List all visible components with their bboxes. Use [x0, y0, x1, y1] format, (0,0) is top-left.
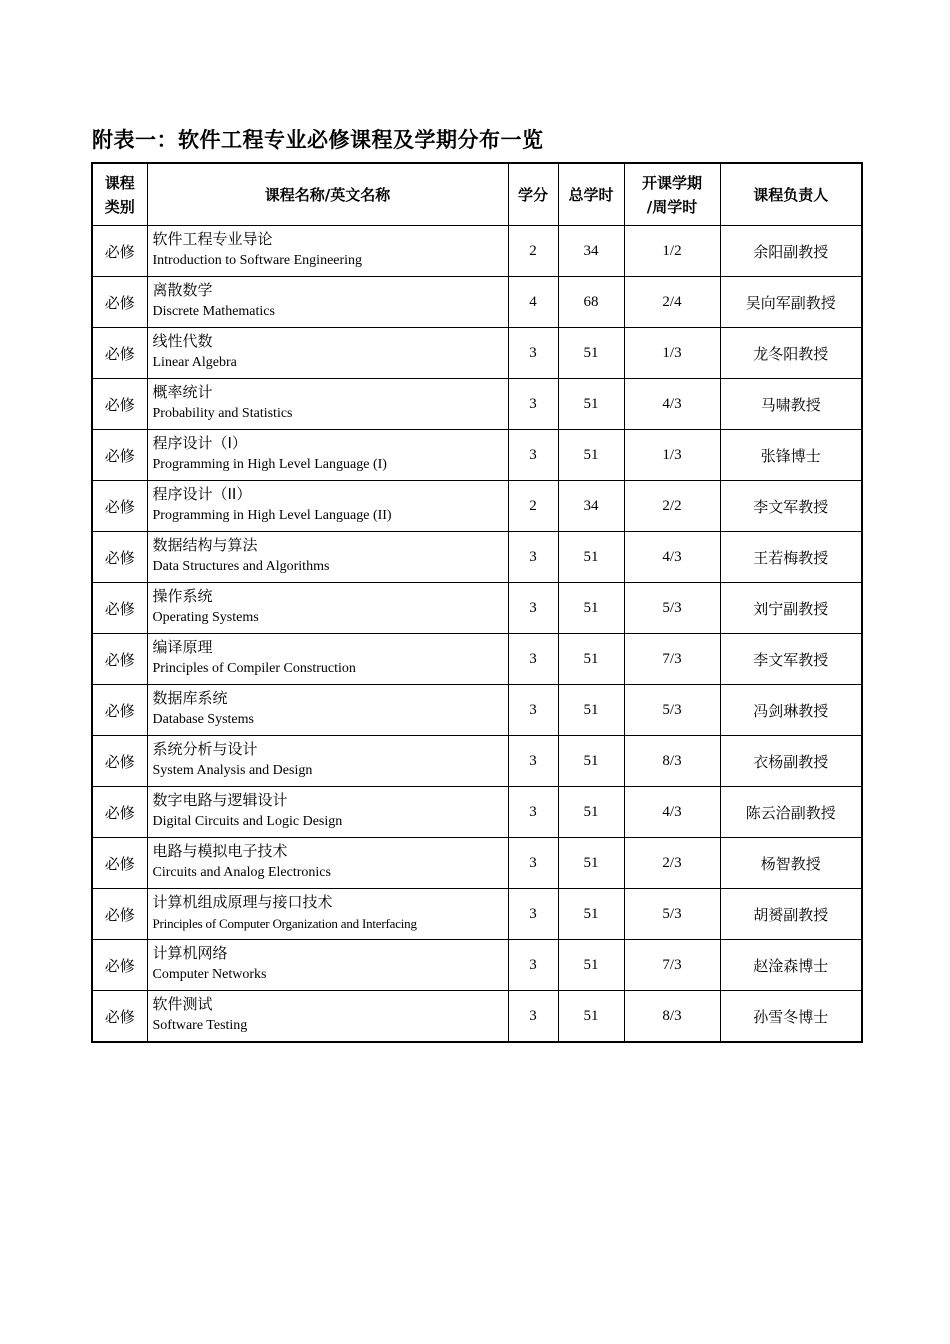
course-teacher: 刘宁副教授	[720, 583, 862, 634]
header-hours: 总学时	[558, 163, 624, 226]
course-hours: 51	[558, 991, 624, 1043]
course-semester: 8/3	[624, 991, 720, 1043]
course-credits: 3	[508, 838, 558, 889]
course-semester: 4/3	[624, 787, 720, 838]
course-name-cn: 数据库系统	[152, 689, 228, 707]
course-semester: 7/3	[624, 634, 720, 685]
course-category: 必修	[92, 634, 147, 685]
course-name-cn: 计算机组成原理与接口技术	[152, 893, 333, 911]
table-row	[92, 430, 862, 481]
course-name-en: Principles of Compiler Construction	[152, 661, 356, 676]
course-teacher: 李文军教授	[720, 634, 862, 685]
course-teacher: 衣杨副教授	[720, 736, 862, 787]
course-name-cn: 系统分析与设计	[152, 740, 258, 758]
header-category	[92, 163, 147, 226]
course-category: 必修	[92, 532, 147, 583]
course-name-en: Introduction to Software Engineering	[152, 253, 363, 268]
course-teacher: 龙冬阳教授	[720, 328, 862, 379]
course-hours: 51	[558, 328, 624, 379]
table-row	[92, 838, 862, 889]
page-title: 附表一：软件工程专业必修课程及学期分布一览	[92, 128, 544, 152]
course-credits: 2	[508, 226, 558, 277]
course-semester: 1/3	[624, 430, 720, 481]
table-row	[92, 226, 862, 277]
course-teacher: 杨智教授	[720, 838, 862, 889]
course-hours: 68	[558, 277, 624, 328]
course-name-en: Operating Systems	[152, 610, 259, 625]
course-semester: 5/3	[624, 889, 720, 940]
course-teacher: 张锋博士	[720, 430, 862, 481]
course-name-cn: 程序设计（II）	[152, 485, 252, 503]
course-teacher: 王若梅教授	[720, 532, 862, 583]
course-category: 必修	[92, 889, 147, 940]
course-category: 必修	[92, 379, 147, 430]
course-name-cell	[147, 940, 508, 991]
course-hours: 51	[558, 940, 624, 991]
course-name-en: Probability and Statistics	[152, 406, 293, 421]
course-name-en: Programming in High Level Language (II)	[152, 508, 392, 523]
course-category: 必修	[92, 481, 147, 532]
course-name-en: Software Testing	[152, 1018, 248, 1033]
course-name-cn: 程序设计（I）	[152, 434, 247, 452]
table-row	[92, 481, 862, 532]
course-credits: 2	[508, 481, 558, 532]
header-semester-line1: 开课学期	[641, 173, 702, 192]
table-row	[92, 328, 862, 379]
course-name-en: Database Systems	[152, 712, 254, 727]
course-credits: 3	[508, 328, 558, 379]
course-name-en: Principles of Computer Organization and Interfacing	[152, 916, 417, 931]
course-credits: 3	[508, 991, 558, 1043]
header-course-name: 课程名称/英文名称	[147, 163, 508, 226]
course-hours: 51	[558, 685, 624, 736]
course-hours: 51	[558, 532, 624, 583]
course-name-cell	[147, 787, 508, 838]
course-credits: 3	[508, 430, 558, 481]
table-row	[92, 889, 862, 940]
course-credits: 3	[508, 889, 558, 940]
course-name-cell	[147, 838, 508, 889]
table-row	[92, 991, 862, 1043]
course-name-cn: 概率统计	[152, 383, 213, 401]
course-name-cn: 数据结构与算法	[152, 536, 258, 554]
header-category-line1: 课程	[104, 173, 135, 192]
course-name-en: System Analysis and Design	[152, 763, 313, 778]
course-hours: 51	[558, 430, 624, 481]
course-name-cn: 编译原理	[152, 638, 213, 656]
course-name-cell	[147, 481, 508, 532]
table-header-row	[92, 163, 862, 226]
course-credits: 3	[508, 634, 558, 685]
course-semester: 2/3	[624, 838, 720, 889]
course-name-cn: 计算机网络	[152, 944, 228, 962]
course-name-cn: 数字电路与逻辑设计	[152, 791, 288, 809]
course-hours: 34	[558, 481, 624, 532]
course-category: 必修	[92, 328, 147, 379]
course-semester: 5/3	[624, 583, 720, 634]
course-category: 必修	[92, 736, 147, 787]
course-hours: 51	[558, 736, 624, 787]
course-credits: 3	[508, 379, 558, 430]
course-semester: 7/3	[624, 940, 720, 991]
table-row	[92, 532, 862, 583]
course-hours: 51	[558, 787, 624, 838]
header-credits: 学分	[508, 163, 558, 226]
course-category: 必修	[92, 838, 147, 889]
course-credits: 4	[508, 277, 558, 328]
table-row	[92, 277, 862, 328]
course-credits: 3	[508, 583, 558, 634]
course-credits: 3	[508, 532, 558, 583]
course-name-cell	[147, 634, 508, 685]
course-table	[91, 162, 863, 1043]
course-name-cell	[147, 685, 508, 736]
course-name-cn: 操作系统	[152, 587, 213, 605]
course-teacher: 马啸教授	[720, 379, 862, 430]
course-name-en: Data Structures and Algorithms	[152, 559, 330, 574]
course-name-en: Discrete Mathematics	[152, 304, 275, 319]
course-name-cell	[147, 532, 508, 583]
header-teacher: 课程负责人	[720, 163, 862, 226]
course-teacher: 孙雪冬博士	[720, 991, 862, 1043]
course-semester: 2/2	[624, 481, 720, 532]
table-row	[92, 634, 862, 685]
course-name-en: Computer Networks	[152, 967, 267, 982]
table-row	[92, 685, 862, 736]
course-hours: 51	[558, 889, 624, 940]
course-semester: 4/3	[624, 379, 720, 430]
course-semester: 5/3	[624, 685, 720, 736]
course-semester: 8/3	[624, 736, 720, 787]
course-teacher: 李文军教授	[720, 481, 862, 532]
table-row	[92, 736, 862, 787]
course-name-cn: 线性代数	[152, 332, 213, 350]
course-category: 必修	[92, 226, 147, 277]
course-name-en: Programming in High Level Language (I)	[152, 457, 387, 472]
course-name-cell	[147, 277, 508, 328]
course-teacher: 余阳副教授	[720, 226, 862, 277]
course-hours: 51	[558, 838, 624, 889]
course-category: 必修	[92, 685, 147, 736]
course-name-cell	[147, 991, 508, 1043]
course-name-en: Digital Circuits and Logic Design	[152, 814, 343, 829]
course-name-cell	[147, 736, 508, 787]
course-category: 必修	[92, 583, 147, 634]
course-name-cell	[147, 328, 508, 379]
header-category-line2: 类别	[104, 197, 135, 216]
course-name-cell	[147, 583, 508, 634]
course-hours: 51	[558, 634, 624, 685]
table-row	[92, 787, 862, 838]
course-teacher: 吴向军副教授	[720, 277, 862, 328]
course-credits: 3	[508, 787, 558, 838]
course-credits: 3	[508, 736, 558, 787]
course-semester: 2/4	[624, 277, 720, 328]
table-row	[92, 940, 862, 991]
course-name-cell	[147, 226, 508, 277]
course-teacher: 赵淦森博士	[720, 940, 862, 991]
course-name-cn: 软件工程专业导论	[152, 230, 273, 248]
table-row	[92, 379, 862, 430]
course-name-en: Linear Algebra	[152, 355, 237, 370]
course-credits: 3	[508, 940, 558, 991]
course-category: 必修	[92, 430, 147, 481]
course-semester: 1/3	[624, 328, 720, 379]
course-semester: 1/2	[624, 226, 720, 277]
table-row	[92, 583, 862, 634]
course-category: 必修	[92, 991, 147, 1043]
course-hours: 51	[558, 379, 624, 430]
course-category: 必修	[92, 787, 147, 838]
course-teacher: 陈云洽副教授	[720, 787, 862, 838]
course-teacher: 胡赟副教授	[720, 889, 862, 940]
course-name-cell	[147, 889, 508, 940]
course-name-en: Circuits and Analog Electronics	[152, 865, 331, 880]
course-name-cn: 软件测试	[152, 995, 213, 1013]
course-credits: 3	[508, 685, 558, 736]
course-category: 必修	[92, 277, 147, 328]
course-hours: 34	[558, 226, 624, 277]
course-teacher: 冯剑琳教授	[720, 685, 862, 736]
course-name-cn: 电路与模拟电子技术	[152, 842, 288, 860]
course-name-cn: 离散数学	[152, 281, 213, 299]
course-hours: 51	[558, 583, 624, 634]
header-semester	[624, 163, 720, 226]
course-category: 必修	[92, 940, 147, 991]
course-name-cell	[147, 379, 508, 430]
header-semester-line2: /周学时	[646, 197, 698, 216]
course-semester: 4/3	[624, 532, 720, 583]
course-name-cell	[147, 430, 508, 481]
